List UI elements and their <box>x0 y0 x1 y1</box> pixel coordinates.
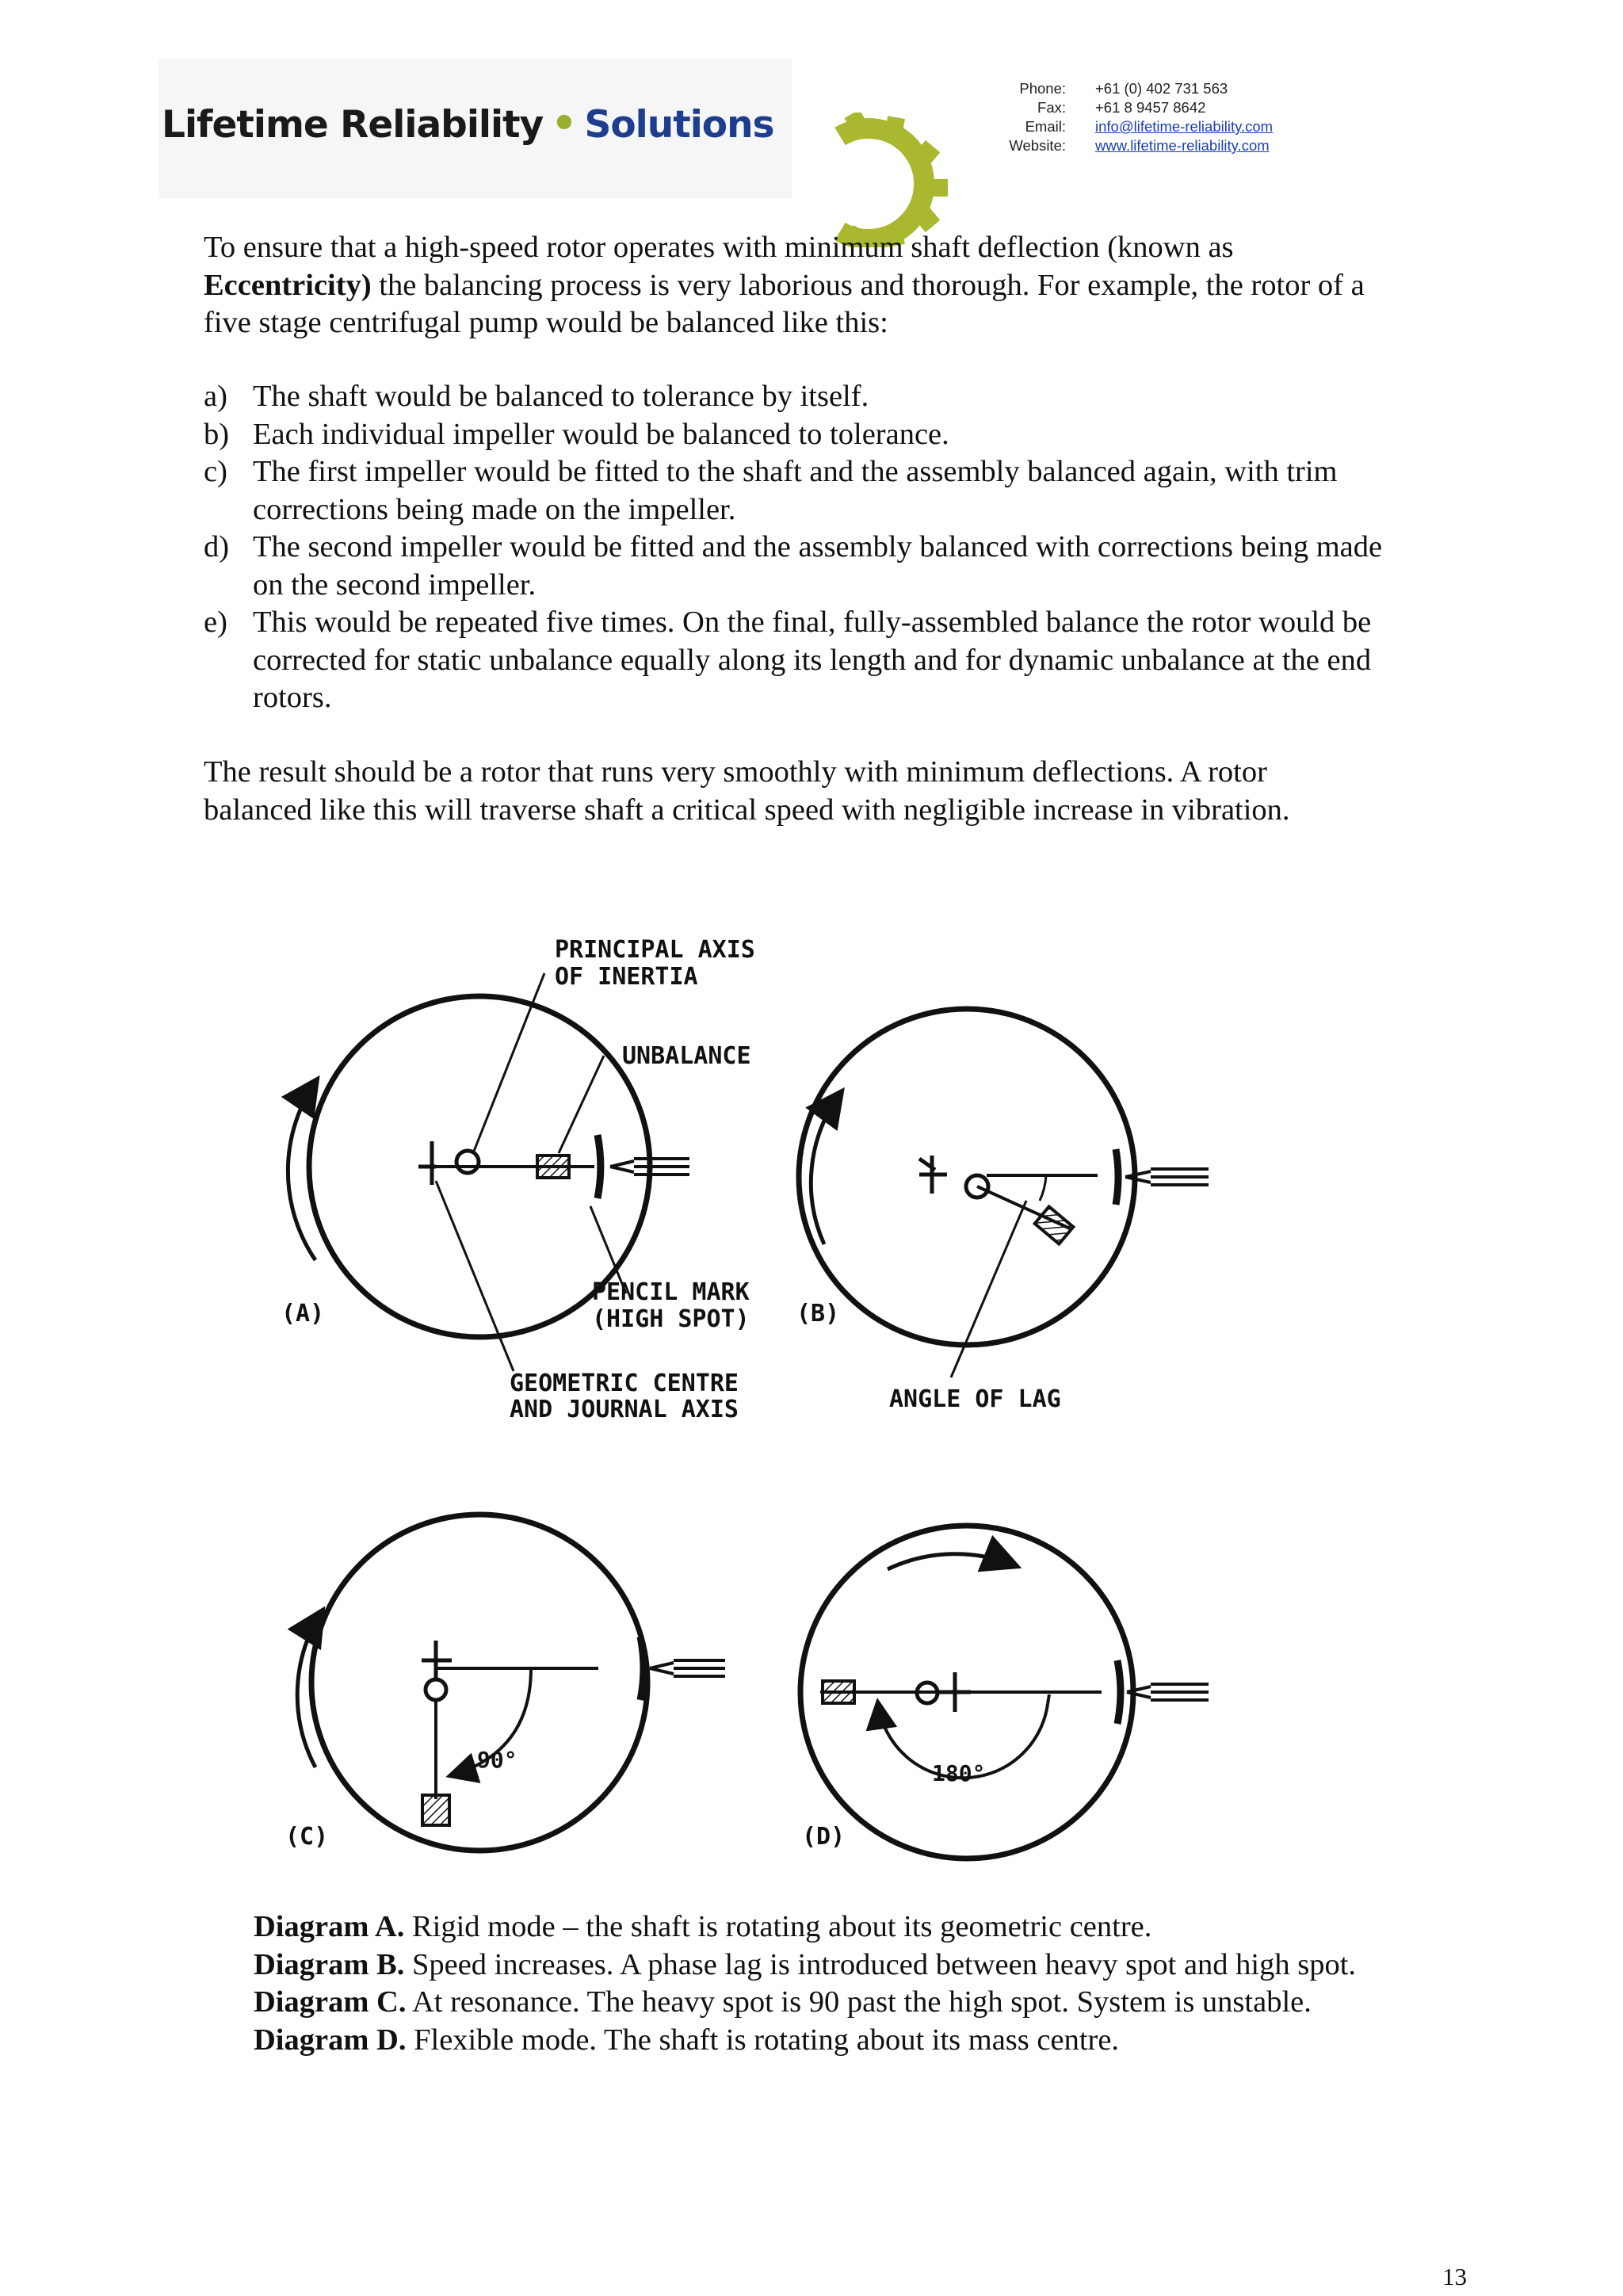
rotor-circle <box>311 1515 647 1851</box>
list-content <box>253 604 1371 717</box>
lag-arc <box>1040 1175 1046 1201</box>
arc-tick <box>1048 1694 1049 1704</box>
pencil-probe <box>1125 1169 1209 1185</box>
text-span: the balancing process is very laborious and thorough. For example, the rotor of a <box>371 268 1365 302</box>
label-geometric-1: GEOMETRIC CENTRE <box>510 1370 739 1397</box>
list-item <box>204 604 1480 717</box>
list-item <box>204 529 1480 604</box>
label-c: (C) <box>285 1823 329 1851</box>
logo-separator: • <box>551 100 577 147</box>
contact-row-website <box>971 136 1273 155</box>
unbalance-weight <box>823 1681 854 1703</box>
list-marker: c) <box>204 455 227 488</box>
mass-centre-dot <box>456 1151 479 1173</box>
result-paragraph <box>204 754 1472 829</box>
pencil-mark <box>640 1637 643 1700</box>
list-item <box>204 378 1480 416</box>
caption-c <box>254 1984 1356 2022</box>
label-ninety: 90° <box>477 1747 517 1773</box>
caption-text: Rigid mode – the shaft is rotating about its geometric centre. <box>404 1910 1152 1943</box>
list-marker: d) <box>204 530 230 563</box>
text-line: five stage centrifugal pump would be balanced like this: <box>204 306 888 339</box>
unbalance-weight <box>422 1795 449 1825</box>
text-line: The shaft would be balanced to tolerance by itself. <box>253 380 869 413</box>
diagram-captions <box>254 1908 1356 2059</box>
label-oneeighty: 180° <box>932 1760 986 1786</box>
balancing-steps-list <box>204 378 1480 717</box>
text-line: corrected for static unbalance equally along its length and for dynamic unbalance at the end <box>253 643 1372 677</box>
text-line: The first impeller would be fitted to the shaft and the assembly balanced again, with trim <box>253 455 1338 488</box>
contact-block <box>971 79 1273 155</box>
panel-c <box>297 1515 725 1851</box>
page-number: 13 <box>1442 2263 1467 2290</box>
text-line <box>204 267 1472 305</box>
list-marker: e) <box>204 606 227 639</box>
pencil-mark <box>1116 1149 1118 1205</box>
pencil-probe <box>650 1660 725 1676</box>
rotation-arrow <box>888 1554 1014 1569</box>
label-b: (B) <box>796 1300 840 1328</box>
caption-label: Diagram C. <box>254 1985 407 2019</box>
contact-label: Phone: <box>1019 80 1066 97</box>
email-link[interactable]: info@lifetime-reliability.com <box>1095 118 1274 135</box>
term-eccentricity: Eccentricity) <box>204 268 372 302</box>
text-line: This would be repeated five times. On the final, fully-assembled balance the rotor would be <box>253 606 1372 639</box>
caption-text: At resonance. The heavy spot is 90 past the high spot. System is unstable. <box>406 1985 1312 2019</box>
text-line: Each individual impeller would be balanced to tolerance. <box>253 417 949 451</box>
contact-label: Fax: <box>1037 99 1066 116</box>
list-content <box>253 453 1338 529</box>
caption-text: Flexible mode. The shaft is rotating about its mass centre. <box>406 2023 1120 2057</box>
website-link[interactable]: www.lifetime-reliability.com <box>1095 137 1270 154</box>
contact-label: Website: <box>1009 137 1066 154</box>
label-pencil-mark-2: (HIGH SPOT) <box>592 1305 750 1333</box>
list-content <box>253 529 1382 604</box>
label-unbalance: UNBALANCE <box>622 1042 751 1070</box>
list-marker: b) <box>204 417 230 451</box>
intro-paragraph <box>204 229 1472 342</box>
caption-b <box>254 1946 1356 1985</box>
panel-b <box>799 1009 1209 1377</box>
text-line: To ensure that a high-speed rotor operates with minimum shaft deflection (known as <box>204 231 1234 264</box>
label-geometric-2: AND JOURNAL AXIS <box>510 1396 739 1423</box>
label-d: (D) <box>802 1823 846 1851</box>
leader-angle-of-lag <box>951 1201 1026 1377</box>
caption-a <box>254 1908 1356 1946</box>
panel-d <box>800 1526 1209 1859</box>
label-principal-axis-1: PRINCIPAL AXIS <box>555 936 755 964</box>
mass-centre-dot <box>426 1679 446 1700</box>
caption-text: Speed increases. A phase lag is introduced between heavy spot and high spot. <box>404 1947 1357 1981</box>
leader-geometric-centre <box>436 1181 514 1371</box>
contact-row-email <box>971 117 1273 136</box>
list-content <box>253 378 869 416</box>
company-logo <box>158 59 792 198</box>
contact-label: Email: <box>1025 118 1066 135</box>
caption-label: Diagram B. <box>254 1947 405 1981</box>
label-angle-of-lag: ANGLE OF LAG <box>889 1385 1061 1413</box>
unbalance-weight <box>1035 1206 1074 1244</box>
pencil-probe <box>1127 1684 1209 1700</box>
caption-label: Diagram A. <box>254 1910 405 1943</box>
text-line: corrections being made on the impeller. <box>253 492 736 526</box>
pencil-mark <box>598 1135 601 1198</box>
caption-label: Diagram D. <box>254 2023 407 2057</box>
logo-wordmark <box>162 100 774 147</box>
unbalance-weight <box>537 1156 569 1178</box>
label-pencil-mark-1: PENCIL MARK <box>592 1278 750 1306</box>
rotation-arrow <box>811 1094 840 1244</box>
contact-row-fax <box>971 98 1273 117</box>
text-line: balanced like this will traverse shaft a critical speed with negligible increase in vibration. <box>204 793 1290 827</box>
contact-value: +61 8 9457 8642 <box>1095 99 1206 116</box>
text-line: The result should be a rotor that runs very smoothly with minimum deflections. A rotor <box>204 755 1267 789</box>
gear-icon <box>824 113 951 247</box>
rotor-balancing-diagram <box>238 888 1268 1870</box>
label-a: (A) <box>281 1300 325 1328</box>
label-principal-axis-2: OF INERTIA <box>555 963 698 991</box>
contact-row-phone <box>971 79 1273 98</box>
list-content <box>253 416 949 454</box>
text-line: rotors. <box>253 681 332 714</box>
contact-value: +61 (0) 402 731 563 <box>1095 80 1228 97</box>
text-line: The second impeller would be fitted and the assembly balanced with corrections being made <box>253 530 1383 563</box>
list-item <box>204 453 1480 529</box>
logo-part1: Lifetime Reliability <box>162 103 544 147</box>
logo-part2: Solutions <box>584 103 774 147</box>
pencil-mark <box>1117 1660 1121 1724</box>
list-item <box>204 416 1480 454</box>
list-marker: a) <box>204 380 227 413</box>
text-line: on the second impeller. <box>253 567 537 602</box>
caption-d <box>254 2022 1356 2060</box>
